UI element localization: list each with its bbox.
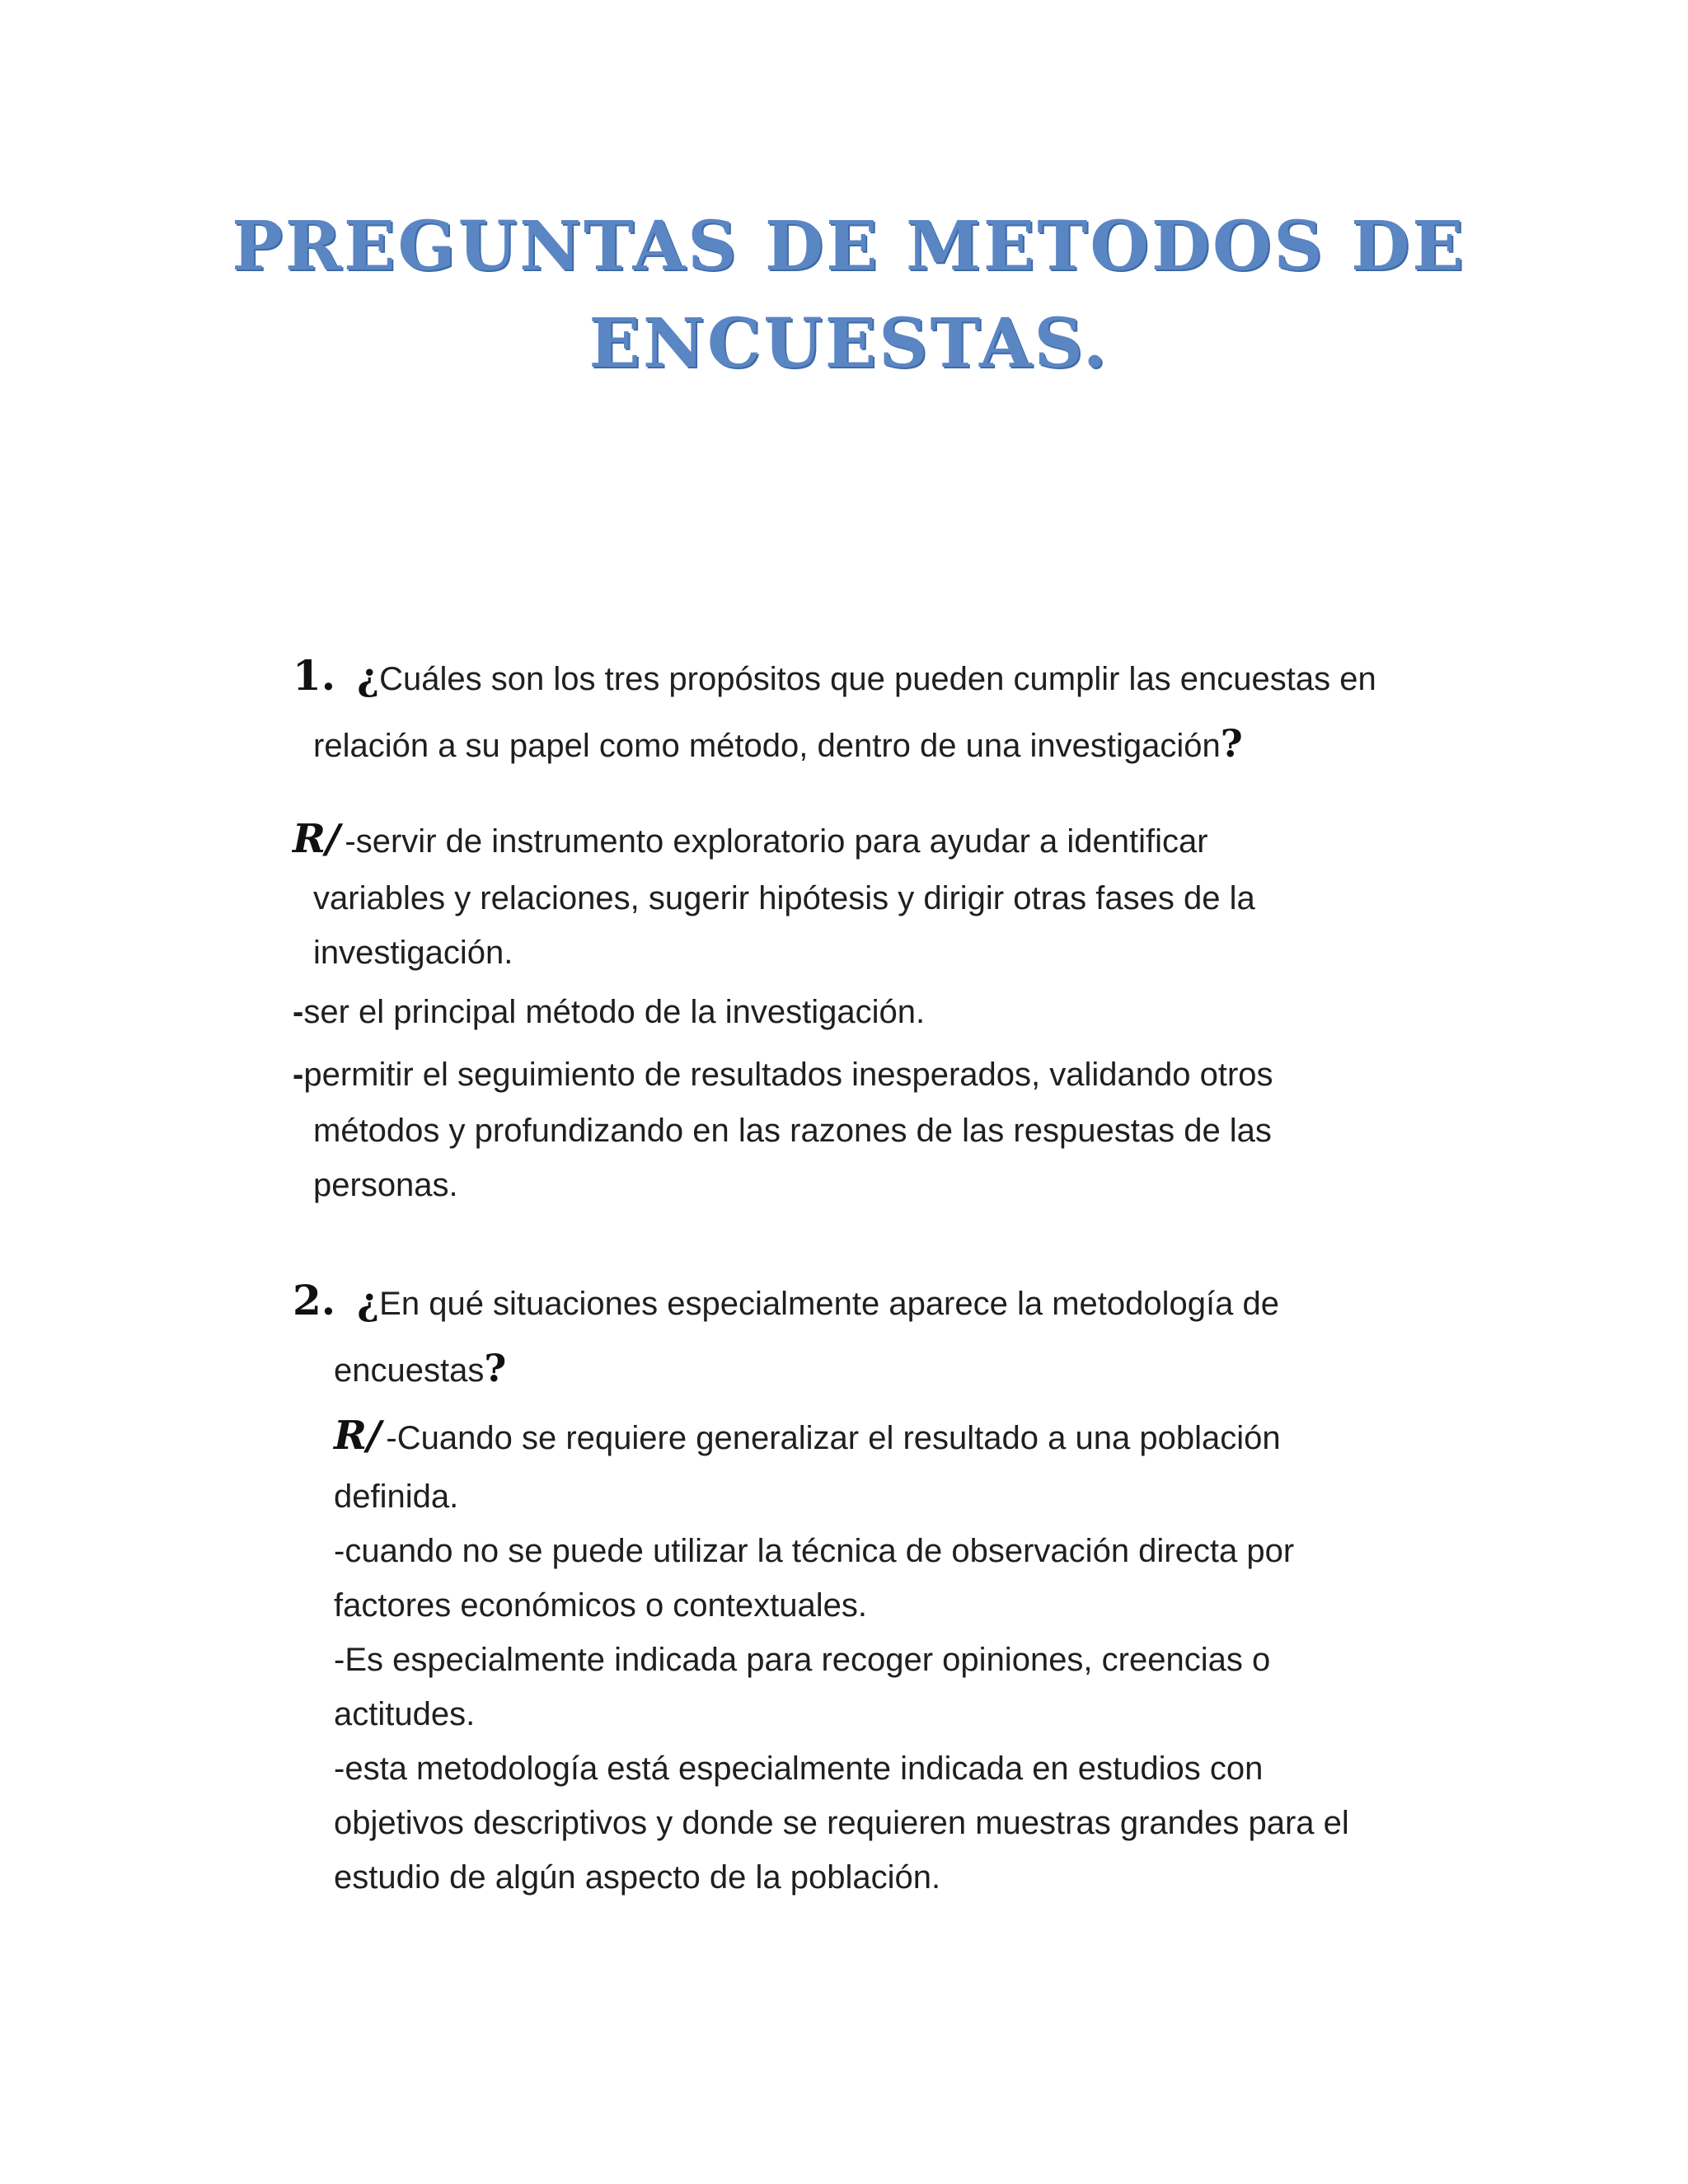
answer-2-item-3-line-1: -Es especialmente indicada para recoger opiniones, creencias o [334, 1642, 1271, 1678]
answer-2-item-3-line-2: actitudes. [334, 1696, 476, 1732]
answer-2-item-2-line-1: -cuando no se puede utilizar la técnica de observación directa por [334, 1533, 1295, 1569]
answer-2-line-1 [334, 1413, 1281, 1459]
question-1-line-1 [293, 651, 1376, 700]
title-line-2: ENCUESTAS. [588, 304, 1109, 383]
document-title [181, 198, 1517, 392]
answer-1-item-3-text: permitir el seguimiento de resultados inesperados, validando otros [303, 1057, 1273, 1093]
question-2-close-mark: ? [484, 1346, 507, 1390]
question-2-number: 2. [293, 1276, 336, 1324]
answer-1-item-2-dash: - [293, 994, 304, 1030]
answer-1-item-3-line-2: métodos y profundizando en las razones de las respuestas de las [313, 1113, 1272, 1149]
question-1-text-line-1: Cuáles son los tres propósitos que pueden cumplir las encuestas en [379, 661, 1376, 697]
question-1-open-mark: ¿ [357, 654, 380, 699]
answer-1-item-1-line-1: -servir de instrumento exploratorio para ayudar a identificar [345, 823, 1208, 860]
question-1-line-2 [313, 721, 1243, 766]
answer-2-label: R/ [334, 1413, 382, 1459]
answer-2-item-4-line-2: objetivos descriptivos y donde se requieren muestras grandes para el [334, 1805, 1349, 1841]
title-line-1: PREGUNTAS DE METODOS DE [232, 207, 1466, 286]
answer-2-item-2-line-2: factores económicos o contextuales. [334, 1587, 868, 1624]
answer-2-item-1-line-1: -Cuando se requiere generalizar el resultado a una población [386, 1420, 1281, 1456]
answer-1-item-1-line-3: investigación. [313, 935, 513, 971]
question-1-close-mark: ? [1220, 721, 1243, 766]
question-1-text-line-2: relación a su papel como método, dentro de una investigación [313, 728, 1221, 764]
question-1-number: 1. [293, 651, 336, 700]
answer-1-item-2 [293, 992, 925, 1032]
answer-1-item-3-line-1 [293, 1055, 1273, 1094]
answer-1-item-1-line-2: variables y relaciones, sugerir hipótesis y dirigir otras fases de la [313, 880, 1255, 916]
question-2-line-2 [334, 1348, 506, 1390]
answer-1-label: R/ [293, 816, 340, 862]
answer-1-line-1 [293, 816, 1208, 862]
question-2-text-line-1: En qué situaciones especialmente aparece la metodología de [379, 1286, 1279, 1322]
answer-2-item-1-line-2: definida. [334, 1479, 459, 1515]
answer-2-item-4-line-3: estudio de algún aspecto de la población. [334, 1859, 941, 1896]
question-2-text-line-2: encuestas [334, 1352, 485, 1389]
answer-2-item-4-line-1: -esta metodología está especialmente indicada en estudios con [334, 1750, 1264, 1787]
question-2-open-mark: ¿ [357, 1279, 380, 1324]
answer-1-item-2-text: ser el principal método de la investigación. [303, 994, 926, 1030]
answer-1-item-3-line-3: personas. [313, 1167, 458, 1203]
answer-1-item-3-dash: - [293, 1057, 304, 1093]
question-2-line-1 [293, 1276, 1279, 1324]
